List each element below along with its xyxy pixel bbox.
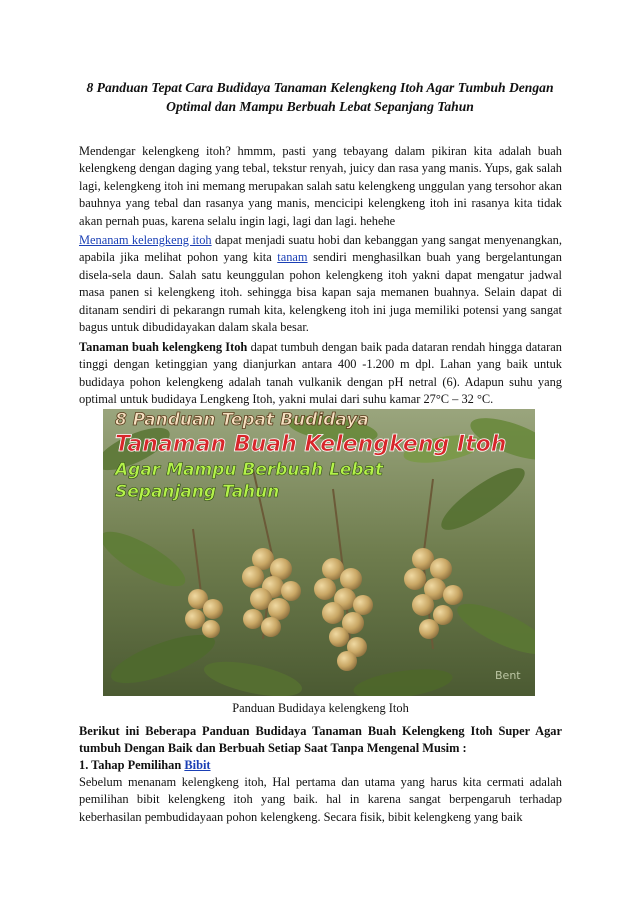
- paragraph-planting-text-2: sendiri menghasilkan buah yang bergelantungan disela-sela daun. Salah satu keunggulan pohon kelengkeng itoh yakni dapat mengatur jadwal masa panen si kelengkeng itoh. sehingga bisa kapan saja memanen buahnya. Selain dapat di ditanam sendiri di pekarangn rumah kita, kelengkeng itoh ini juga memiliki potensi yang sangat bagus untuk dibudidayakan dalam skala besar.: [79, 250, 562, 335]
- longan-tree-image: [103, 409, 535, 696]
- conditions-text: dapat tumbuh dengan baik pada dataran rendah hingga dataran tinggi dengan ketinggian yang dianjurkan antara 400 -1.200 m dpl. Lahan yang baik untuk budidaya pohon kelengkeng adalah tanah vulkanik dengan pH netral (6). Adapun suhu yang optimal untuk budidaya Lengkeng Itoh, yakni mulai dari suhu kamar 27°C – 32 °C.: [79, 340, 562, 407]
- page-title: 8 Panduan Tepat Cara Budidaya Tanaman Kelengkeng Itoh Agar Tumbuh Dengan Optimal dan Mampu Berbuah Lebat Sepanjang Tahun: [86, 80, 554, 114]
- link-menanam-kelengkeng-itoh[interactable]: Menanam kelengkeng itoh: [79, 233, 212, 247]
- section-heading: Berikut ini Beberapa Panduan Budidaya Tanaman Buah Kelengkeng Itoh Super Agar tumbuh Dengan Baik dan Berbuah Setiap Saat Tanpa Mengenal Musim :: [79, 724, 562, 756]
- step-1-prefix: 1. Tahap Pemilihan: [79, 758, 185, 772]
- banner-line-2: Tanaman Buah Kelengkeng Itoh: [115, 432, 507, 457]
- longan-illustration: [103, 409, 535, 696]
- link-tanam[interactable]: tanam: [277, 250, 308, 265]
- paragraph-seed-selection: Sebelum menanam kelengkeng itoh, Hal pertama dan utama yang harus kita cermati adalah pemilihan bibit kelengkeng itoh yang baik. hal in karena sangat berpengaruh terhadap keberhasilan pembudidayaan pohon kelengkeng. Secara fisik, bibit kelengkeng yang baik: [79, 775, 562, 824]
- paragraph-planting-text-1: dapat menjadi suatu hobi dan kebanggan yang sangat menyenangkan, apabila jika melihat pohon yang kita: [79, 233, 562, 265]
- intro-paragraph: Mendengar kelengkeng itoh? hmmm, pasti yang tebayang dalam pikiran kita adalah buah kelengkeng dengan daging yang tebal, tekstur renyah, juicy dan rasa yang manis. Yups, gak salah lagi, kelengkeng itoh ini memang merupakan salah satu kelengkeng unggulan yang tersohor akan bauhnya yang tebal dan rasanya yang manis, mencicipi kelengkeng itoh ini rasanya kita tidak akan pernah puas, karena selalu ingin lagi, lagi dan lagi. hehehe: [79, 144, 562, 228]
- banner-line-3: Agar Mampu Berbuah Lebat: [115, 460, 384, 480]
- image-watermark: Bent: [495, 669, 521, 682]
- link-bibit[interactable]: Bibit: [184, 758, 211, 772]
- banner-line-4: Sepanjang Tahun: [115, 482, 280, 502]
- paragraph-planting: [79, 232, 562, 336]
- image-caption: Panduan Budidaya kelengkeng Itoh: [232, 701, 409, 715]
- step-1-heading: [79, 757, 562, 774]
- paragraph-conditions: [79, 339, 562, 409]
- banner-line-1: 8 Panduan Tepat Budidaya: [115, 410, 369, 430]
- conditions-bold-lead: Tanaman buah kelengkeng Itoh: [79, 340, 248, 354]
